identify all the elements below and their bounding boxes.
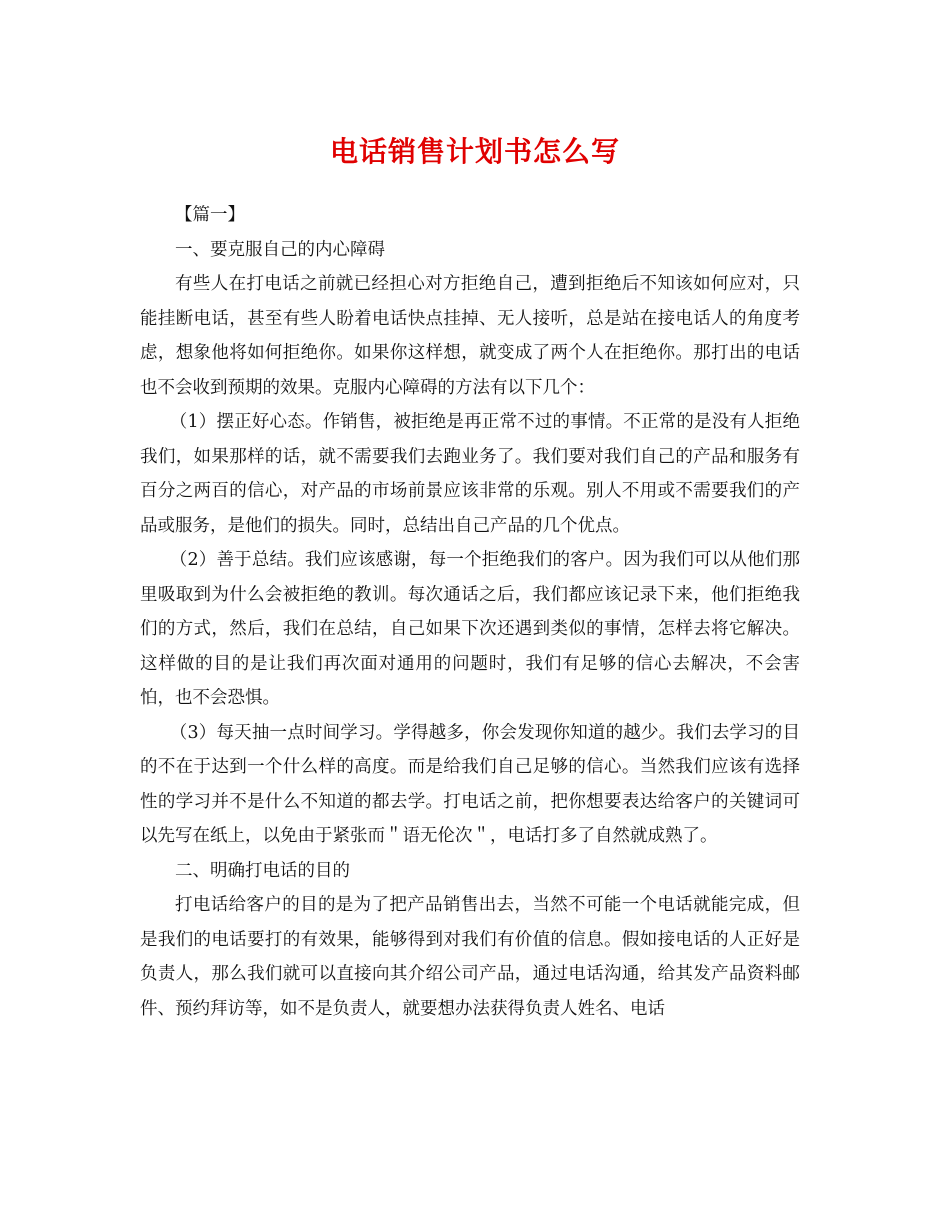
document-title: 电话销售计划书怎么写: [329, 135, 620, 168]
section-heading: 二、明确打电话的目的: [175, 860, 350, 881]
paragraph: 打电话给客户的目的是为了把产品销售出去，当然不可能一个电话就能完成，但是我们的电话要打的有效果，能够得到对我们有价值的信息。假如接电话的人正好是负责人，那么我们就可以直接向其介绍公司产品，通过电话沟通，给其发产品资料邮件、预约拜访等，如不是负责人，就要想办法获得负责人姓名、电话: [140, 895, 800, 1019]
paragraph: （2）善于总结。我们应该感谢，每一个拒绝我们的客户。因为我们可以从他们那里吸取到为什么会被拒绝的教训。每次通话之后，我们都应该记录下来，他们拒绝我们的方式，然后，我们在总结，自己如果下次还遇到类似的事情，怎样去将它解决。这样做的目的是让我们再次面对通用的问题时，我们有足够的信心去解决，不会害怕，也不会恐惧。: [140, 550, 800, 708]
paragraph: （3）每天抽一点时间学习。学得越多，你会发现你知道的越少。我们去学习的目的不在于达到一个什么样的高度。而是给我们自己足够的信心。当然我们应该有选择性的学习并不是什么不知道的都去学。打电话之前，把你想要表达给客户的关键词可以先写在纸上，以免由于紧张而＂语无伦次＂，电话打多了自然就成熟了。: [140, 722, 800, 846]
section-heading: 一、要克服自己的内心障碍: [175, 239, 385, 260]
section-label: 【篇一】: [175, 205, 245, 225]
paragraph: （1）摆正好心态。作销售，被拒绝是再正常不过的事情。不正常的是没有人拒绝我们，如果那样的话，就不需要我们去跑业务了。我们要对我们自己的产品和服务有百分之两百的信心，对产品的市场前景应该非常的乐观。别人不用或不需要我们的产品或服务，是他们的损失。同时，总结出自己产品的几个优点。: [140, 412, 800, 536]
document-body: [140, 198, 800, 1026]
paragraph: 有些人在打电话之前就已经担心对方拒绝自己，遭到拒绝后不知该如何应对，只能挂断电话，甚至有些人盼着电话快点挂掉、无人接听，总是站在接电话人的角度考虑，想象他将如何拒绝你。如果你这样想，就变成了两个人在拒绝你。那打出的电话也不会收到预期的效果。克服内心障碍的方法有以下几个：: [140, 274, 800, 398]
